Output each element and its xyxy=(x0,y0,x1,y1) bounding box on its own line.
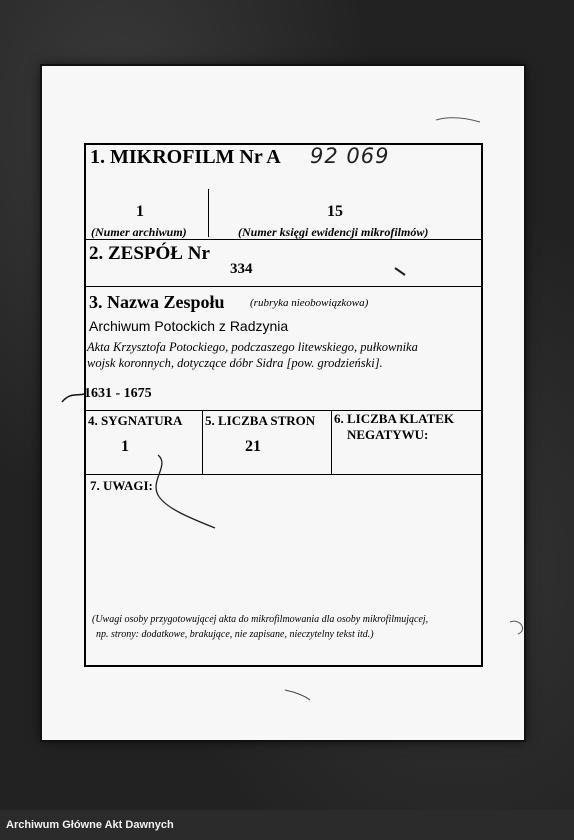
register-number-label: (Numer księgi ewidencji mikrofilmów) xyxy=(238,225,429,239)
uwagi-note-line-2: np. strony: dodatkowe, brakujące, nie zapisane, nieczytelny tekst itd.) xyxy=(96,629,374,640)
uwagi-note-line-1: (Uwagi osoby przygotowującej akta do mikrofilmowania dla osoby mikrofilmującej, xyxy=(92,614,429,625)
register-number: 15 xyxy=(327,203,343,220)
mikrofilm-number: 92 069 xyxy=(310,144,390,168)
nazwa-label: 3. Nazwa Zespołu xyxy=(89,292,225,312)
liczba-stron-label: 5. LICZBA STRON xyxy=(205,413,316,428)
archive-number-label: (Numer archiwum) xyxy=(91,225,187,239)
sygnatura-label: 4. SYGNATURA xyxy=(88,413,183,428)
nazwa-value: Archiwum Potockich z Radzynia xyxy=(89,318,289,334)
date-range: 1631 - 1675 xyxy=(84,386,152,401)
zespol-label: 2. ZESPÓŁ Nr xyxy=(89,243,210,264)
description-line-1: Akta Krzysztofa Potockiego, podczaszego litewskiego, pułkownika xyxy=(87,340,418,354)
archive-caption: Archiwum Główne Akt Dawnych xyxy=(6,819,174,831)
klatek-label-line-1: 6. LICZBA KLATEK xyxy=(334,411,455,426)
description-line-2: wojsk koronnych, dotyczące dóbr Sidra [pow. grodzieński]. xyxy=(87,356,383,370)
nazwa-note: (rubryka nieobowiązkowa) xyxy=(250,297,369,309)
uwagi-label: 7. UWAGI: xyxy=(90,478,153,493)
archive-caption-bar xyxy=(0,810,574,840)
archive-number: 1 xyxy=(136,203,144,220)
klatek-label-line-2: NEGATYWU: xyxy=(347,427,429,442)
liczba-stron-value: 21 xyxy=(245,438,261,455)
sygnatura-value: 1 xyxy=(121,438,129,455)
mikrofilm-label: 1. MIKROFILM Nr A xyxy=(90,146,281,168)
zespol-number: 334 xyxy=(230,261,253,277)
